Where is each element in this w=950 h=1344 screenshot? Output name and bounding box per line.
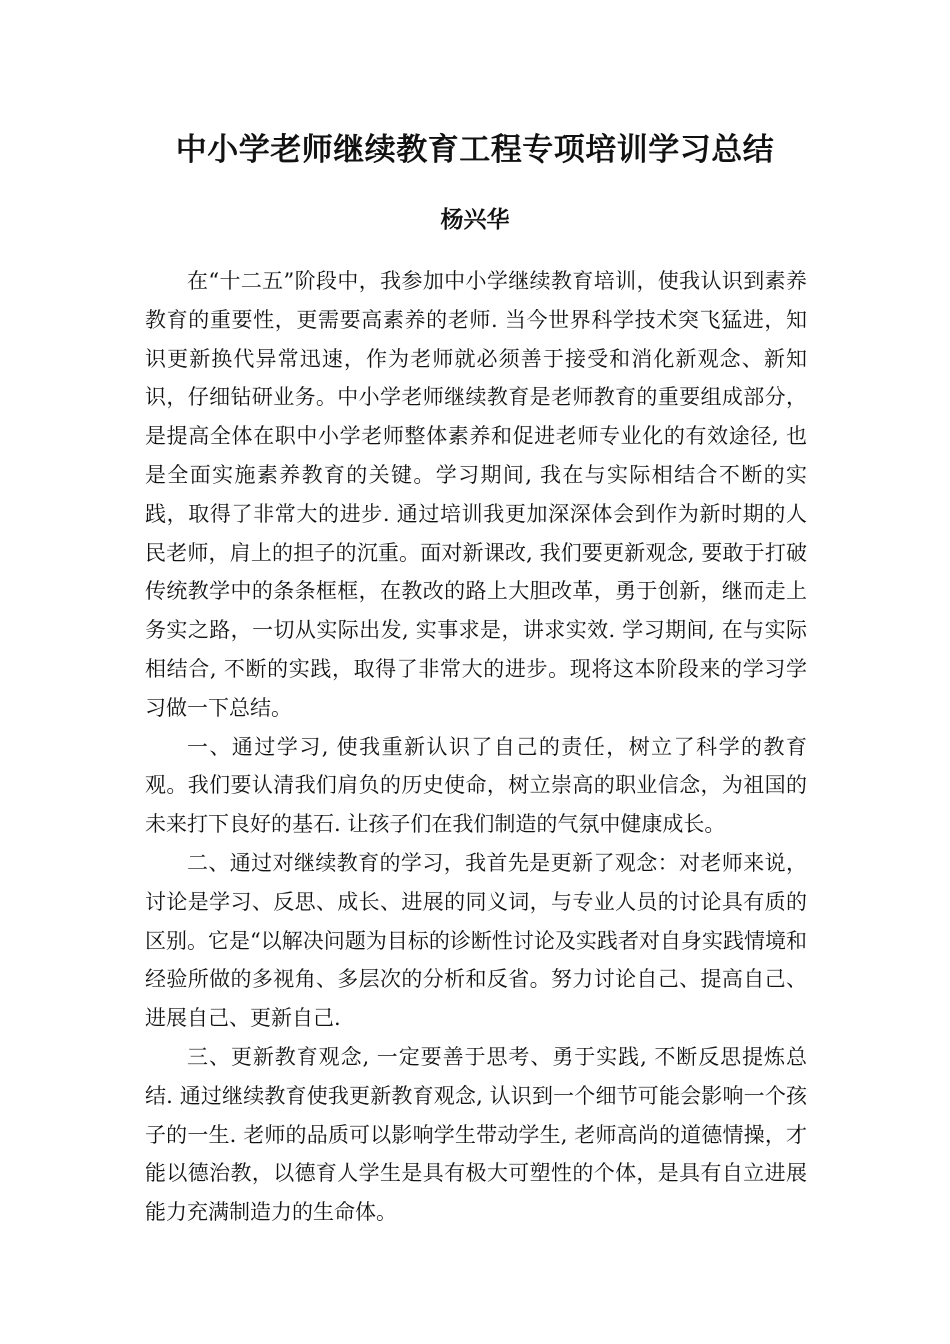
paragraph-point-3: 三、更新教育观念, 一定要善于思考、勇于实践, 不断反思提炼总结. 通过继续教育使我更新教育观念, 认识到一个细节可能会影响一个孩子的一生. 老师的品质可以影响学生带动学生, 老师高尚的道德情操，才能以德治教，以德育人学生是具有极大可塑性的个体，是具有自立进展能力充满制造力的生命体。 (145, 1044, 807, 1225)
paragraph-point-1: 一、通过学习, 使我重新认识了自己的责任，树立了科学的教育观。我们要认清我们肩负的历史使命，树立崇高的职业信念，为祖国的未来打下良好的基石. 让孩子们在我们制造的气氛中健康成长。 (145, 734, 807, 837)
document-body (145, 262, 807, 1232)
paragraph-intro: 在“十二五”阶段中，我参加中小学继续教育培训，使我认识到素养教育的重要性，更需要高素养的老师. 当今世界科学技术突飞猛进，知识更新换代异常迅速，作为老师就必须善于接受和消化新观念、新知识，仔细钻研业务。中小学老师继续教育是老师教育的重要组成部分，是提高全体在职中小学老师整体素养和促进老师专业化的有效途径, 也是全面实施素养教育的关键。学习期间, 我在与实际相结合不断的实践，取得了非常大的进步. 通过培训我更加深深体会到作为新时期的人民老师，肩上的担子的沉重。面对新课改, 我们要更新观念, 要敢于打破传统教学中的条条框框，在教改的路上大胆改革，勇于创新，继而走上务实之路，一切从实际出发, 实事求是，讲求实效. 学习期间, 在与实际相结合, 不断的实践，取得了非常大的进步。现将这本阶段来的学习学习做一下总结。 (145, 269, 807, 720)
author-name: 杨兴华 (440, 207, 510, 233)
paragraph-point-2: 二、通过对继续教育的学习，我首先是更新了观念：对老师来说，讨论是学习、反思、成长、进展的同义词，与专业人员的讨论具有质的区别。它是“以解决问题为目标的诊断性讨论及实践者对自身实践情境和经验所做的多视角、多层次的分析和反省。努力讨论自己、提高自己、进展自己、更新自己. (145, 850, 807, 1031)
document-title: 中小学老师继续教育工程专项培训学习总结 (175, 132, 775, 168)
